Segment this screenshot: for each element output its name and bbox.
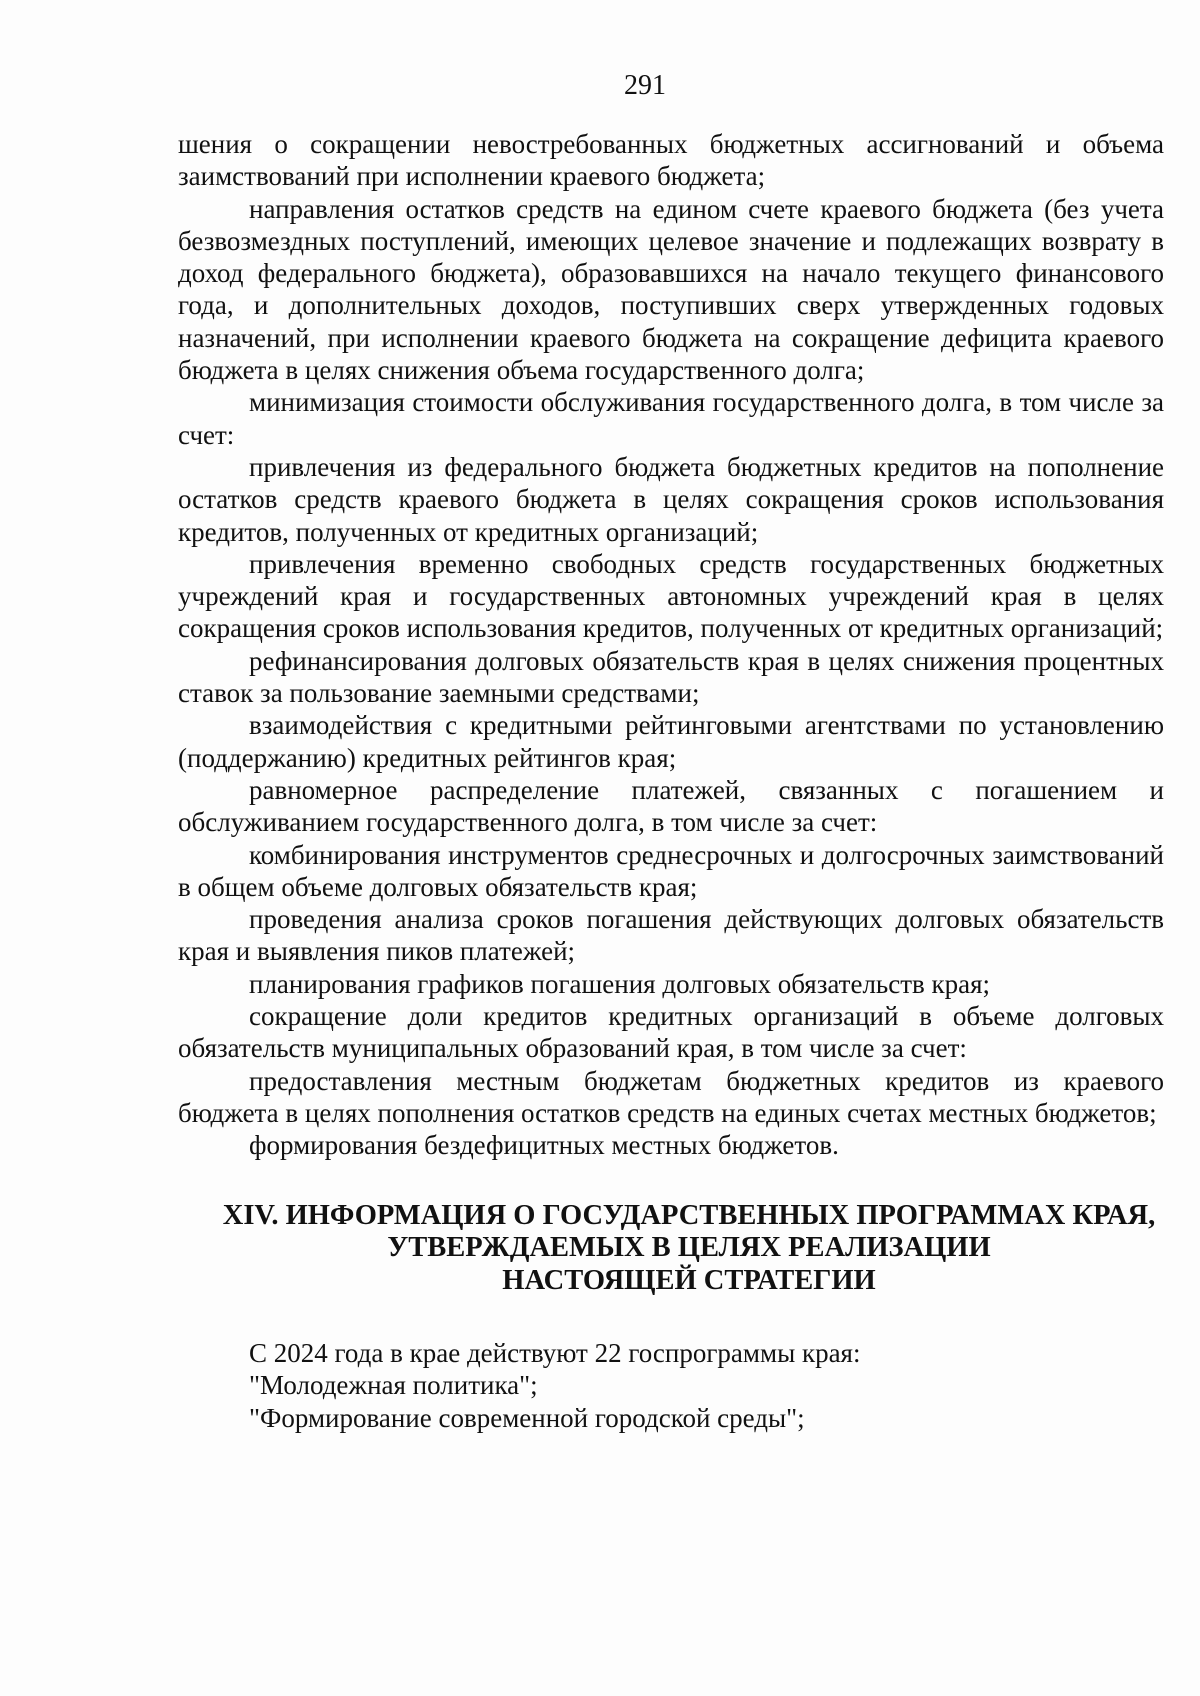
document-body (178, 128, 1164, 1434)
section-heading (178, 1200, 1164, 1298)
paragraph: привлечения временно свободных средств государственных бюджетных учреждений края и государственных автономных учреждений края в целях сокращения сроков использования кредитов, полученных от кредитных организаций; (178, 548, 1164, 644)
paragraph: взаимодействия с кредитными рейтинговыми агентствами по установлению (поддержанию) кредитных рейтингов края; (178, 710, 1164, 773)
paragraph: формирования бездефицитных местных бюджетов. (249, 1130, 839, 1161)
paragraph: рефинансирования долговых обязательств края в целях снижения процентных ставок за пользование заемными средствами; (178, 645, 1164, 709)
paragraph: сокращение доли кредитов кредитных организаций в объеме долговых обязательств муниципальных образований края, в том числе за счет: (178, 1001, 1164, 1064)
section-heading-line: XIV. ИНФОРМАЦИЯ О ГОСУДАРСТВЕННЫХ ПРОГРАММАХ КРАЯ, (222, 1199, 1156, 1231)
list-item: "Молодежная политика"; (249, 1370, 538, 1401)
paragraph: планирования графиков погашения долговых обязательств края; (249, 968, 991, 999)
paragraph: шения о сокращении невостребованных бюджетных ассигнований и объема заимствований при исполнении краевого бюджета; (178, 129, 1164, 192)
paragraph: равномерное распределение платежей, связанных с погашением и обслуживанием государственного долга, в том числе за счет: (178, 774, 1164, 838)
programs-list (178, 1337, 1164, 1434)
paragraph: направления остатков средств на едином счете краевого бюджета (без учета безвозмездных поступлений, имеющих целевое значение и подлежащих возврату в доход федерального бюджета), образовавшихся на начало текущего финансового года, и дополнительных доходов, поступивших сверх утвержденных годовых назначений, при исполнении краевого бюджета на сокращение дефицита краевого бюджета в целях снижения объема государственного долга; (178, 193, 1164, 386)
page-number: 291 (624, 70, 666, 101)
section-intro: С 2024 года в крае действуют 22 госпрограммы края: (249, 1338, 861, 1368)
section-heading-line: НАСТОЯЩЕЙ СТРАТЕГИИ (502, 1264, 876, 1296)
section-heading-line: УТВЕРЖДАЕМЫХ В ЦЕЛЯХ РЕАЛИЗАЦИИ (387, 1232, 991, 1263)
paragraph: привлечения из федерального бюджета бюджетных кредитов на пополнение остатков средств краевого бюджета в целях сокращения сроков использования кредитов, полученных от кредитных организаций; (178, 451, 1164, 547)
paragraph: предоставления местным бюджетам бюджетных кредитов из краевого бюджета в целях пополнения остатков средств на единых счетах местных бюджетов; (178, 1065, 1164, 1128)
paragraph: минимизация стоимости обслуживания государственного долга, в том числе за счет: (178, 387, 1164, 450)
list-item: "Формирование современной городской среды"; (249, 1402, 805, 1433)
paragraph: комбинирования инструментов среднесрочных и долгосрочных заимствований в общем объеме долговых обязательств края; (178, 839, 1164, 902)
paragraph: проведения анализа сроков погашения действующих долговых обязательств края и выявления пиков платежей; (178, 904, 1164, 967)
